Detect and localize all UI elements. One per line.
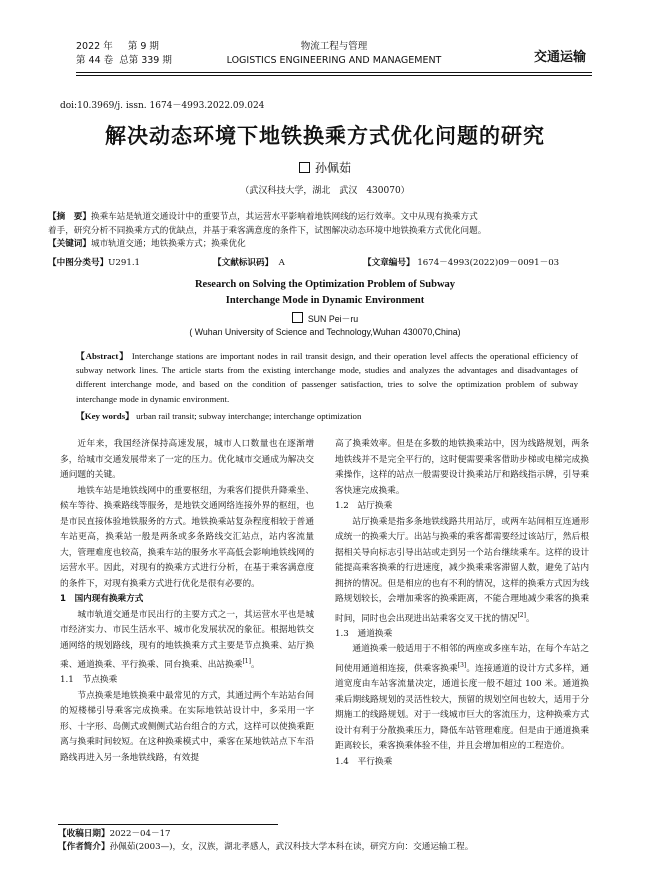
header-rule-thin [76,75,592,76]
total-issue: 总第 339 期 [119,55,172,66]
en-keywords [76,409,578,422]
en-title-line-2: Interchange Mode in Dynamic Environment [225,295,425,306]
citation: [3] [457,661,467,669]
abstract-line-2: 着手，研究分析不同换乘方式的优缺点，并基于乘客满意度的条件下，试图解决动态环境中地铁换乘方式优化问题。 [48,225,487,236]
section-label: 交通运输 [533,50,586,65]
header-rule [76,72,592,73]
footnote [58,828,578,854]
author [0,159,650,176]
year: 2022 年 [76,41,113,52]
keywords-label: 【关键词】 [48,239,91,249]
bio-label: 【作者简介】 [58,842,110,852]
en-title-line-1: Research on Solving the Optimization Problem of Subway [194,279,456,290]
abstract-label: 【摘 要】 [48,212,91,222]
paragraph: 高了换乘效率。但是在多数的地铁换乘站中，因为线路规划，两条地铁线并不是完全平行的，这时便需要乘客借助步梯或电梯完成换乘操作，这样的站点一般需要设计换乘站厅和路线指示牌，引导乘客快速完成换乘。 [335,439,589,496]
clc-value: U291.1 [108,258,141,268]
subsection-heading: 1.4 平行换乘 [335,756,393,767]
citation: [1] [242,658,251,665]
paragraph: 站厅换乘是指多条地铁线路共用站厅，或两车站间相互连通形成统一的换乘大厅。出站与换乘的乘客都需要经过该站厅，然后根据相关导向标志引导出站或走到另一个站台继续乘车。这样的设计能提高乘客换乘的行进速度，减少换乘乘客滞留人数，避免了站内拥挤的情况。但是相应的也有不利的情况，这样的换乘方式因为线路规划较长，会增加乘客的换乘距离，不能合理地减少乘客的换乘时间，同时也会出现进出站乘客交叉干扰的情况[2]。 [335,516,589,624]
body-right-column [335,437,589,770]
paragraph: 通道换乘一般适用于不相邻的两座或多座车站，在每个车站之间使用通道相连接，供乘客换乘[3]。连接通道的设计方式多样，通道宽度由车站客流量决定，通道长度一般不超过 100 米。通道换乘后期线路规划的灵活性较大，预留的规划空间也较大，适用于分期施工的线路规划。对于一线城市巨大的客流压力，这种换乘方式设计有利于分散换乘压力，降低车站管理难度。但是由于通道换乘距离较长，乘客换乘体验不佳，并且会增加相应的工程造价。 [335,644,590,752]
journal-name-cn: 物流工程与管理 [300,41,368,52]
en-keywords-label: 【Key words】 [76,411,134,421]
footnote-rule [58,824,278,825]
doi: doi:10.3969/j. issn. 1674－4993.2022.09.024 [60,101,265,111]
received-label: 【收稿日期】 [58,829,110,839]
abstract-line-1: 换乘车站是轨道交通设计中的重要节点，其运营水平影响着地铁网线的运行效率。文中从现有换乘方式 [90,212,478,222]
en-abstract [76,349,578,406]
affiliation: （武汉科技大学，湖北 武汉 430070） [240,186,410,196]
journal-name-en: LOGISTICS ENGINEERING AND MANAGEMENT [226,55,442,66]
author-name: 孙佩茹 [314,161,351,175]
section-heading: 1 国内现有换乘方式 [60,594,144,604]
paragraph: 地铁车站是地铁线网中的重要枢纽，为乘客们提供升降乘坐、候车等待、换乘路线等服务，是地铁交通网络连接外界的枢纽，也是市民直接体验地铁服务的方式。地铁换乘站复杂程度相较于普通车站更高，换乘站一般是两条或多条路线交汇站点，站内客流量大，管理难度也较高，换乘车站的服务水平高低会影响地铁线网的运营水平。因此，对现有的换乘方式进行分析，在基于乘客满意度的条件下，对现有换乘方式进行优化是很有必要的。 [60,485,314,589]
doc-code-value: A [278,258,285,268]
author-bio: 孙佩茹(2003—)，女，汉族，湖北孝感人，武汉科技大学本科在读，研究方向：交通运输工程。 [109,842,474,852]
issue-info [76,40,172,68]
issue: 第 9 期 [127,41,159,52]
en-abstract-label: 【Abstract】 [76,351,129,361]
en-author-box-icon [292,312,303,323]
subsection-heading: 1.2 站厅换乘 [335,501,393,511]
en-abstract-text: Interchange stations are important nodes in rail transit design, and their operation level affects the operational efficiency of subway network lines. The article starts from the existing interchange mode, studies and analyzes the advantages and disadvantages of different interchange mode, and based on the condition of passenger satisfaction, tries to solve the optimization problem of subway interchange mode in dynamic environment. [76,351,578,404]
journal-name [214,40,454,68]
en-author-name: SUN Pei－ru [307,314,359,324]
doc-code-label: 【文献标识码】 [213,258,274,268]
article-no-label: 【文章编号】 [363,258,415,268]
citation: [2] [517,611,526,619]
received-date: 2022－04－17 [109,829,171,839]
paragraph: 城市轨道交通是市民出行的主要方式之一，其运营水平也是城市经济实力、市民生活水平、城市化发展状况的象征。根据地铁交通网络的规划路线，现有的地铁换乘方式主要是节点换乘、站厅换乘、通道换乘、平行换乘、同台换乘、出站换乘[1]。 [60,609,314,670]
keywords-cn: 城市轨道交通；地铁换乘方式；换乘优化 [90,239,246,249]
article-no-value: 1674－4993(2022)09－0091－03 [417,258,560,268]
author-box-icon [299,162,310,173]
classification-line [48,256,603,268]
en-author [0,312,650,325]
en-affiliation: ( Wuhan University of Science and Technology,Wuhan 430070,China) [189,327,461,337]
paper-title: 解决动态环境下地铁换乘方式优化问题的研究 [105,124,545,148]
clc-label: 【中图分类号】 [48,258,109,268]
subsection-heading: 1.3 通道换乘 [335,628,393,639]
paragraph: 节点换乘是地铁换乘中最常见的方式，其通过两个车站站台间的短楼梯引导乘客完成换乘。在实际地铁站设计中，多采用一字形、十字形、岛侧式或侧侧式站台组合的方式，这样可以使换乘距离与换乘时间较短。在这种换乘模式中，乘客在某地铁站点下车沿路线再进入另一条地铁线路，有效提 [60,690,314,763]
paragraph: 近年来，我国经济保持高速发展，城市人口数量也在逐渐增多，给城市交通发展带来了一定的压力。优化城市交通成为解决交通问题的关键。 [60,439,314,480]
en-keywords-text: urban rail transit; subway interchange; interchange optimization [136,411,362,421]
abstract-cn [48,211,603,252]
subsection-heading: 1.1 节点换乘 [60,675,118,686]
body-left-column [60,437,314,766]
volume: 第 44 卷 [76,55,114,66]
